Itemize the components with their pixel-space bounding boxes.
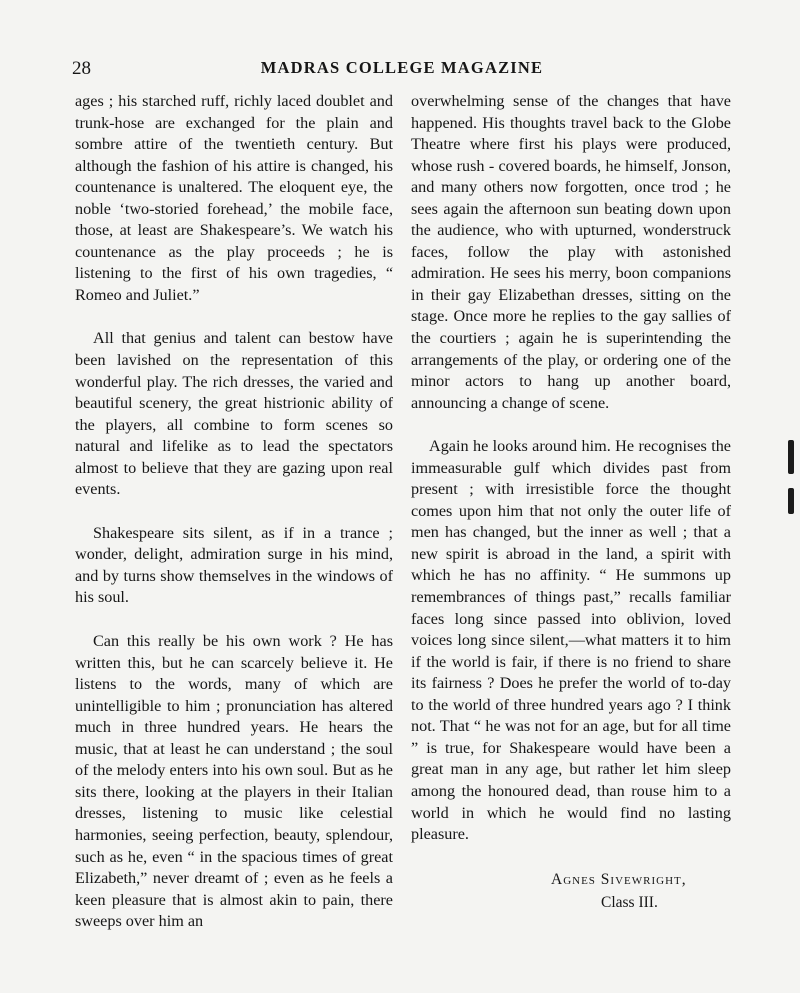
right-column xyxy=(411,91,731,914)
paragraph: ages ; his starched ruff, richly laced doublet and trunk-hose are exchanged for the plain and sombre attire of the twentieth century. But although the fashion of his attire is changed, his countenance is unaltered. The eloquent eye, the noble ‘two-storied forehead,’ the mobile face, those, at least are Shakespeare’s. We watch his countenance as the play proceeds ; he is listening to the first of his own tragedies, “ Romeo and Juliet.” xyxy=(75,92,393,304)
paragraph: Can this really be his own work ? He has written this, but he can scarcely believe it. He listens to the words, many of which are unintelligible to him ; pronunciation has altered much in three hundred years. He hears the music, that at least he can understand ; the soul of the melody enters into his own soul. But as he sits there, looking at the players in their Italian dresses, listening to music like celestial harmonies, seeing perfection, beauty, splendour, such as he, even “ in the spacious times of great Elizabeth,” never dreamt of ; even as he feels a keen pleasure that is almost akin to pain, there sweeps over him an xyxy=(75,632,393,931)
author-name: Agnes Sivewright, xyxy=(551,870,687,888)
page-number: 28 xyxy=(72,58,91,79)
page-header xyxy=(72,58,732,84)
paragraph: Again he looks around him. He recognises the immeasurable gulf which divides past from present ; with irresistible force the thought comes upon him that not only the outer life of men has changed, but the inner as well ; that a new spirit is abroad in the land, a spirit with which he has no affinity. “ He summons up remembrances of things past,” recalls familiar faces long since passed into oblivion, loved voices long since silent,—what matters it to him if the world is fair, if there is no friend to share its fairness ? Does he prefer the world of to-day to the world of three hundred years ago ? I think not. That “ he was not for an age, but for all time ” is true, for Shakespeare would have been a great man in any age, but rather let him sleep among the honoured dead, than rouse him to a world in which he would find no lasting pleasure. xyxy=(411,437,731,844)
running-title: MADRAS COLLEGE MAGAZINE xyxy=(260,58,544,77)
paragraph: All that genius and talent can bestow have been lavished on the representation of this wonderful play. The rich dresses, the varied and beautiful scenery, the great histrionic ability of the players, all combine to form scenes so natural and lifelike as to lead the spectators almost to believe that they are gazing upon real events. xyxy=(75,329,393,499)
paragraph: overwhelming sense of the changes that have happened. His thoughts travel back to the Globe Theatre where first his plays were produced, whose rush - covered boards, he himself, Jonson, and many others now forgotten, once trod ; he sees again the afternoon sun beating down upon the audience, who with upturned, wonderstruck faces, follow the play with astonished admiration. He sees his merry, boon companions in their gay Elizabethan dresses, sitting on the stage. Once more he replies to the gay sallies of the courtiers ; again he is superintending the arrangements of the play, or ordering one of the minor actors to hang up another board, announcing a change of scene. xyxy=(411,92,731,412)
author-class: Class III. xyxy=(601,893,658,911)
binding-mark xyxy=(788,488,794,514)
paragraph: Shakespeare sits silent, as if in a trance ; wonder, delight, admiration surge in his mind, and by turns show themselves in the windows of his soul. xyxy=(75,523,393,607)
left-column xyxy=(75,91,393,955)
binding-mark xyxy=(788,440,794,474)
author-signature xyxy=(551,868,731,914)
